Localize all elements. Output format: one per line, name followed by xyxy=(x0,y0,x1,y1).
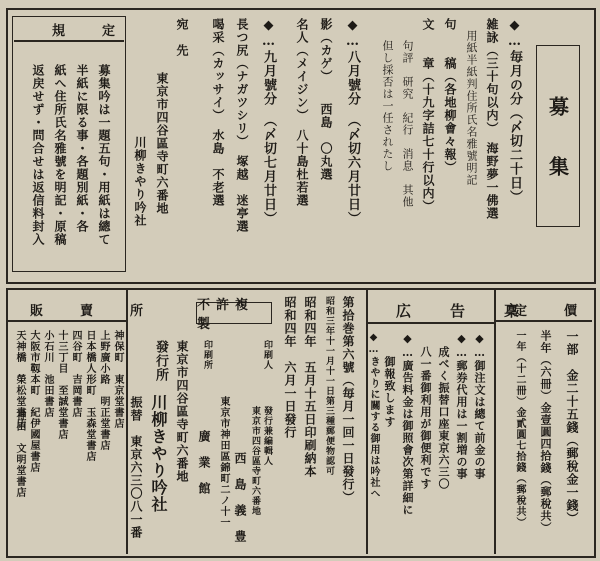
hanbai-store-8: 神田 文明堂書店 xyxy=(14,410,25,498)
hanbai-store-7: 大阪市靱本町 紀伊國屋書店 xyxy=(28,330,39,473)
kudo-line: 句 稿（各地柳會々報） xyxy=(443,18,457,174)
ate-recipient: 川柳きやり吟社 xyxy=(133,136,147,227)
printshop-role: 印刷所 xyxy=(202,340,212,370)
zatsuei-line: 雑詠（三十句以内） 海野夢一佛選 xyxy=(485,18,499,220)
kitei-title: 規 定 xyxy=(52,24,128,39)
hanbai-store-3: 日本橋人形町 玉森堂書店 xyxy=(84,330,95,462)
kitei-line-3: 紙へ住所氏名雅號を明記・原稿 xyxy=(53,64,67,246)
kuhyo-line: 句評 研究 紀行 消息 其他 xyxy=(401,40,414,208)
kitei-line-2: 半紙に限る事・各題別紙・各 xyxy=(75,64,89,233)
publisher-role: 發行所 xyxy=(153,340,168,382)
fukyo-fukusei-box: 不許複製 xyxy=(196,302,272,324)
print-address: 東京市神田區錦町二ノ十一 xyxy=(218,396,229,528)
boshu-char-2: 集 xyxy=(545,156,570,176)
tadashi-line: 但し採否は一任されたし xyxy=(381,40,394,172)
kokoku-line-6: 御報致します xyxy=(383,332,396,428)
pub-volume-line: 第拾巻第六號（毎月一回一日發行） xyxy=(341,296,355,504)
kokoku-line-1: ◆…御注文は總て前金の事 xyxy=(473,332,486,480)
ate-heading: 宛 先 xyxy=(175,18,189,57)
publisher-name: 川柳きやり吟社 xyxy=(149,394,168,513)
hachigatsu-heading: ◆…八月號分 （〆切六月廿日） xyxy=(345,18,360,226)
kokoku-title: 広 告 稟 xyxy=(396,302,532,320)
pub-permit-line: 昭和三年十一月十一日第三種郵便物認可 xyxy=(324,296,334,476)
kokoku-title-rule xyxy=(368,322,494,324)
hanbai-store-5: 十三丁目 至誠堂書店 xyxy=(56,330,67,440)
hanbai-store-4: 四谷町 吉岡書店 xyxy=(70,330,81,418)
kokoku-line-2: ◆…郵券代用は一割増の事 xyxy=(455,332,468,480)
boshu-box xyxy=(536,45,580,227)
editor-role: 發行兼編輯人 xyxy=(262,406,272,466)
pub-print-date: 昭和四年 五月十五日印刷納本 xyxy=(303,296,317,478)
kokoku-line-7: ◆…きやりに關する御用は吟社へ xyxy=(368,332,379,499)
kokoku-line-5: ◆…廣告料金は御照會次第詳細に xyxy=(401,332,414,516)
yoshi-line: 用紙半紙判住所氏名雅號明記 xyxy=(465,30,478,186)
boshu-char-1: 募 xyxy=(545,96,570,116)
kitei-title-rule xyxy=(14,40,124,42)
meijin-line: 名人（メイジン） 八十島杜若選 xyxy=(295,18,309,207)
printshop-name: 廣 業 館 xyxy=(197,430,211,495)
publisher-address: 東京市四谷區寺町六番地 xyxy=(175,340,189,483)
kitei-line-1: 募集吟は一題五句・用紙は總て xyxy=(97,64,111,246)
hanbai-store-6: 小石川 池田書店 xyxy=(42,330,53,418)
teika-title: 定 價 xyxy=(514,304,590,319)
hanbai-store-1: 神保町 東京堂書店 xyxy=(112,330,123,429)
bunsho-line: 文 章（十九字詰七十行以内） xyxy=(421,18,435,213)
printer-role: 印刷人 xyxy=(262,340,272,370)
editor-address: 東京市四谷區寺町六番地 xyxy=(250,406,260,516)
kugatsu-heading: ◆…九月號分 （〆切七月廿日） xyxy=(261,18,276,226)
teika-line-3: 一年（十二冊）金貳圓七拾錢（郵稅共） xyxy=(514,330,525,528)
kokoku-line-4: 八一番御利用が御便利です xyxy=(419,346,432,490)
teika-line-1: 一部 金二十五錢（郵稅金一錢） xyxy=(565,330,579,525)
maitsuki-heading: ◆…毎月の分（〆切二十日） xyxy=(507,18,522,204)
ate-address: 東京市四谷區寺町六番地 xyxy=(155,72,169,215)
hanbai-title: 販 賣 所 xyxy=(30,304,156,319)
kage-line: 影（カゲ） 西島 〇丸選 xyxy=(319,18,333,181)
hanbai-store-9: 天神橋 榮松堂書店 xyxy=(14,330,25,429)
hanbai-divider xyxy=(126,288,128,554)
nagatsushiri-line: 長つ尻（ナガツシリ） 塚越 迷亭選 xyxy=(235,18,249,233)
hanbai-store-2: 上野廣小路 明正堂書店 xyxy=(98,330,109,451)
teika-divider xyxy=(494,288,496,554)
teika-line-2: 半年（六冊）金壹圓四拾錢（郵稅共） xyxy=(539,330,552,534)
hanbai-title-rule xyxy=(8,320,126,322)
pub-issue-date: 昭和四年 六月一日發行 xyxy=(283,296,297,439)
kokoku-line-3: 成べく振替口座東京六三〇 xyxy=(437,346,450,490)
kassai-line: 喝采（カッサイ） 水島 不老選 xyxy=(211,18,225,207)
editor-name: 西 島 義 豊 xyxy=(233,452,247,543)
kitei-line-4: 返戻せず・問合せは返信料封入 xyxy=(31,64,45,246)
furikae-account: 振替 東京六三〇八一番 xyxy=(129,396,143,539)
